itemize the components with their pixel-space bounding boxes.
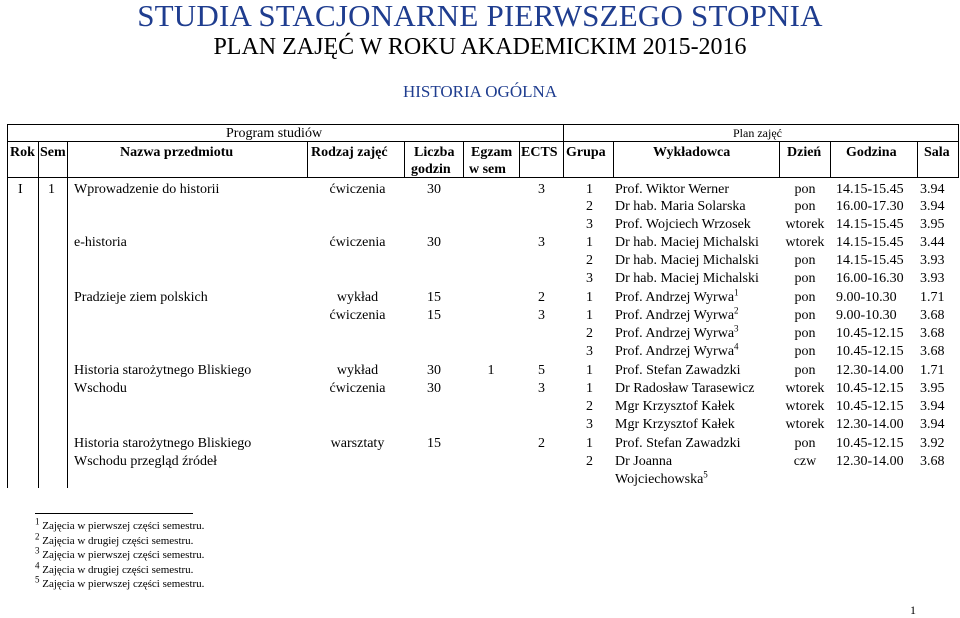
header-rok: Rok bbox=[10, 145, 35, 160]
header-liczba: Liczba bbox=[414, 145, 455, 160]
course-ects: 2 bbox=[538, 436, 545, 451]
course-type: ćwiczenia bbox=[329, 381, 386, 396]
time: 14.15-15.45 bbox=[836, 182, 904, 197]
room: 3.93 bbox=[920, 253, 945, 268]
time: 10.45-12.15 bbox=[836, 381, 904, 396]
section-title: HISTORIA OGÓLNA bbox=[402, 82, 558, 101]
lecturer-name: Prof. Andrzej Wyrwa bbox=[615, 344, 735, 359]
day: wtorek bbox=[785, 417, 825, 432]
group-number: 1 bbox=[586, 381, 593, 396]
footnote-text: Zajęcia w pierwszej części semestru. bbox=[39, 520, 205, 532]
course-hours: 30 bbox=[427, 363, 441, 378]
page-number: 1 bbox=[910, 603, 916, 617]
footnote-text: Zajęcia w pierwszej części semestru. bbox=[39, 578, 205, 590]
course-ects: 5 bbox=[538, 363, 545, 378]
room: 3.68 bbox=[920, 344, 945, 359]
footnote bbox=[35, 574, 205, 591]
header-egzam: Egzam bbox=[471, 145, 513, 160]
course-hours: 15 bbox=[427, 436, 441, 451]
time: 9.00-10.30 bbox=[836, 290, 897, 305]
course-name: Wprowadzenie do historii bbox=[74, 182, 220, 197]
footnote-number: 5 bbox=[35, 574, 40, 585]
lecturer bbox=[615, 380, 755, 397]
group-number: 2 bbox=[586, 454, 593, 469]
footnote-ref: 3 bbox=[734, 323, 739, 334]
lecturer bbox=[615, 416, 735, 433]
room: 3.94 bbox=[920, 417, 945, 432]
footnote-text: Zajęcia w pierwszej części semestru. bbox=[39, 549, 205, 561]
lecturer-name: Dr hab. Maciej Michalski bbox=[615, 253, 759, 268]
course-type: wykład bbox=[336, 290, 379, 305]
header-rodzaj: Rodzaj zajęć bbox=[311, 145, 388, 160]
footnote-ref: 4 bbox=[734, 341, 739, 352]
group-number: 3 bbox=[586, 271, 593, 286]
day: pon bbox=[794, 436, 816, 451]
course-name-line2: Wschodu bbox=[74, 381, 127, 396]
lecturer-name: Dr hab. Maciej Michalski bbox=[615, 271, 759, 286]
footnote-number: 4 bbox=[35, 559, 40, 570]
header-wykladowca: Wykładowca bbox=[653, 145, 731, 160]
day: wtorek bbox=[785, 381, 825, 396]
group-number: 3 bbox=[586, 217, 593, 232]
footnote-number: 3 bbox=[35, 545, 40, 556]
course-ects: 2 bbox=[538, 290, 545, 305]
footnote-ref: 1 bbox=[734, 287, 739, 298]
lecturer bbox=[615, 252, 759, 269]
course-name: Historia starożytnego Bliskiego bbox=[74, 363, 252, 378]
footnote bbox=[35, 530, 194, 548]
lecturer bbox=[615, 453, 672, 470]
course-type: ćwiczenia bbox=[329, 235, 386, 250]
course-name: Pradzieje ziem polskich bbox=[74, 290, 208, 305]
lecturer bbox=[615, 181, 729, 198]
course-hours: 30 bbox=[427, 235, 441, 250]
course-ects: 3 bbox=[538, 381, 545, 396]
header-program: Program studiów bbox=[226, 126, 323, 141]
day: wtorek bbox=[785, 399, 825, 414]
lecturer bbox=[615, 398, 735, 415]
header-wsem: w sem bbox=[469, 162, 506, 177]
lecturer-name-line2 bbox=[615, 471, 708, 488]
footnote-number: 2 bbox=[35, 530, 40, 541]
footnote bbox=[35, 559, 194, 577]
group-number: 2 bbox=[586, 199, 593, 214]
time: 10.45-12.15 bbox=[836, 326, 904, 341]
day: pon bbox=[794, 271, 816, 286]
group-number: 2 bbox=[586, 399, 593, 414]
group-number: 3 bbox=[586, 417, 593, 432]
time: 9.00-10.30 bbox=[836, 308, 897, 323]
lecturer bbox=[615, 307, 739, 324]
room: 1.71 bbox=[920, 363, 945, 378]
room: 3.94 bbox=[920, 399, 945, 414]
lecturer bbox=[615, 289, 739, 306]
course-type: ćwiczenia bbox=[329, 182, 386, 197]
lecturer bbox=[615, 343, 739, 360]
footnote-ref: 5 bbox=[703, 469, 708, 480]
time: 12.30-14.00 bbox=[836, 417, 904, 432]
lecturer bbox=[615, 270, 759, 287]
header-nazwa: Nazwa przedmiotu bbox=[120, 145, 234, 160]
lecturer bbox=[615, 325, 739, 342]
course-type: wykład bbox=[336, 363, 379, 378]
footnote bbox=[35, 516, 205, 533]
lecturer-name: Prof. Wiktor Werner bbox=[615, 182, 730, 197]
lecturer-name: Prof. Stefan Zawadzki bbox=[615, 363, 741, 378]
group-number: 2 bbox=[586, 253, 593, 268]
day: pon bbox=[794, 199, 816, 214]
time: 16.00-17.30 bbox=[836, 199, 904, 214]
course-ects: 3 bbox=[538, 182, 545, 197]
lecturer bbox=[615, 234, 759, 251]
room: 1.71 bbox=[920, 290, 945, 305]
group-number: 1 bbox=[586, 363, 593, 378]
lecturer-name: Mgr Krzysztof Kałek bbox=[615, 417, 735, 432]
header-dzien: Dzień bbox=[787, 145, 822, 160]
footnote-text: Zajęcia w drugiej części semestru. bbox=[39, 534, 194, 547]
lecturer-name: Prof. Wojciech Wrzosek bbox=[615, 217, 751, 232]
time: 12.30-14.00 bbox=[836, 454, 904, 469]
lecturer-name: Prof. Andrzej Wyrwa bbox=[615, 326, 735, 341]
time: 16.00-16.30 bbox=[836, 271, 904, 286]
group-number: 3 bbox=[586, 344, 593, 359]
lecturer-name: Dr Radosław Tarasewicz bbox=[615, 381, 755, 396]
group-number: 1 bbox=[586, 182, 593, 197]
day: pon bbox=[794, 253, 816, 268]
footnote bbox=[35, 545, 205, 562]
day: pon bbox=[794, 344, 816, 359]
course-type: ćwiczenia bbox=[329, 308, 386, 323]
group-number: 2 bbox=[586, 326, 593, 341]
header-godzina: Godzina bbox=[846, 145, 897, 160]
room: 3.94 bbox=[920, 182, 945, 197]
header-sala: Sala bbox=[924, 145, 950, 160]
course-hours: 30 bbox=[427, 381, 441, 396]
lecturer-name: Dr Joanna bbox=[615, 454, 673, 469]
sem-value: 1 bbox=[48, 182, 55, 197]
room: 3.68 bbox=[920, 454, 945, 469]
time: 12.30-14.00 bbox=[836, 363, 904, 378]
time: 10.45-12.15 bbox=[836, 436, 904, 451]
room: 3.44 bbox=[920, 235, 945, 250]
header-plan: Plan zajęć bbox=[733, 126, 782, 140]
time: 14.15-15.45 bbox=[836, 235, 904, 250]
group-number: 1 bbox=[586, 290, 593, 305]
course-name: Historia starożytnego Bliskiego bbox=[74, 436, 252, 451]
lecturer-name: Prof. Andrzej Wyrwa bbox=[615, 308, 735, 323]
course-type: warsztaty bbox=[330, 436, 385, 451]
lecturer-name: Mgr Krzysztof Kałek bbox=[615, 399, 735, 414]
room: 3.68 bbox=[920, 308, 945, 323]
rok-value: I bbox=[18, 182, 23, 197]
time: 14.15-15.45 bbox=[836, 253, 904, 268]
page-subtitle: PLAN ZAJĘĆ W ROKU AKADEMICKIM 2015-2016 bbox=[213, 34, 747, 60]
footnote-separator bbox=[35, 513, 193, 514]
group-number: 1 bbox=[586, 235, 593, 250]
day: pon bbox=[794, 290, 816, 305]
room: 3.68 bbox=[920, 326, 945, 341]
course-hours: 15 bbox=[427, 308, 441, 323]
lecturer-name: Dr hab. Maria Solarska bbox=[615, 199, 746, 214]
room: 3.93 bbox=[920, 271, 945, 286]
day: wtorek bbox=[785, 217, 825, 232]
day: pon bbox=[794, 182, 816, 197]
course-name-line2: Wschodu przegląd źródeł bbox=[74, 454, 218, 469]
lecturer bbox=[615, 198, 746, 215]
time: 14.15-15.45 bbox=[836, 217, 904, 232]
time: 10.45-12.15 bbox=[836, 344, 904, 359]
footnote-ref: 2 bbox=[734, 305, 739, 316]
lecturer-name: Wojciechowska bbox=[615, 472, 704, 487]
course-hours: 15 bbox=[427, 290, 441, 305]
day: pon bbox=[794, 308, 816, 323]
course-hours: 30 bbox=[427, 182, 441, 197]
lecturer-name: Prof. Andrzej Wyrwa bbox=[615, 290, 735, 305]
room: 3.94 bbox=[920, 199, 945, 214]
lecturer bbox=[615, 216, 751, 233]
header-grupa: Grupa bbox=[566, 145, 606, 160]
day: wtorek bbox=[785, 235, 825, 250]
day: czw bbox=[793, 454, 817, 469]
header-godzin: godzin bbox=[411, 162, 451, 177]
day: pon bbox=[794, 363, 816, 378]
room: 3.95 bbox=[920, 217, 945, 232]
lecturer-name: Prof. Stefan Zawadzki bbox=[615, 436, 741, 451]
course-name: e-historia bbox=[74, 235, 127, 250]
page-title: STUDIA STACJONARNE PIERWSZEGO STOPNIA bbox=[137, 0, 823, 33]
course-ects: 3 bbox=[538, 235, 545, 250]
header-ects: ECTS bbox=[521, 145, 558, 160]
course-exam-sem: 1 bbox=[487, 363, 495, 378]
lecturer-name: Dr hab. Maciej Michalski bbox=[615, 235, 759, 250]
time: 10.45-12.15 bbox=[836, 399, 904, 414]
footnote-number: 1 bbox=[35, 516, 40, 527]
group-number: 1 bbox=[586, 436, 593, 451]
header-sem: Sem bbox=[40, 145, 66, 160]
day: pon bbox=[794, 326, 816, 341]
room: 3.92 bbox=[920, 436, 945, 451]
group-number: 1 bbox=[586, 308, 593, 323]
footnote-text: Zajęcia w drugiej części semestru. bbox=[39, 563, 194, 576]
course-ects: 3 bbox=[538, 308, 545, 323]
lecturer bbox=[615, 362, 741, 379]
lecturer bbox=[615, 435, 741, 452]
room: 3.95 bbox=[920, 381, 945, 396]
